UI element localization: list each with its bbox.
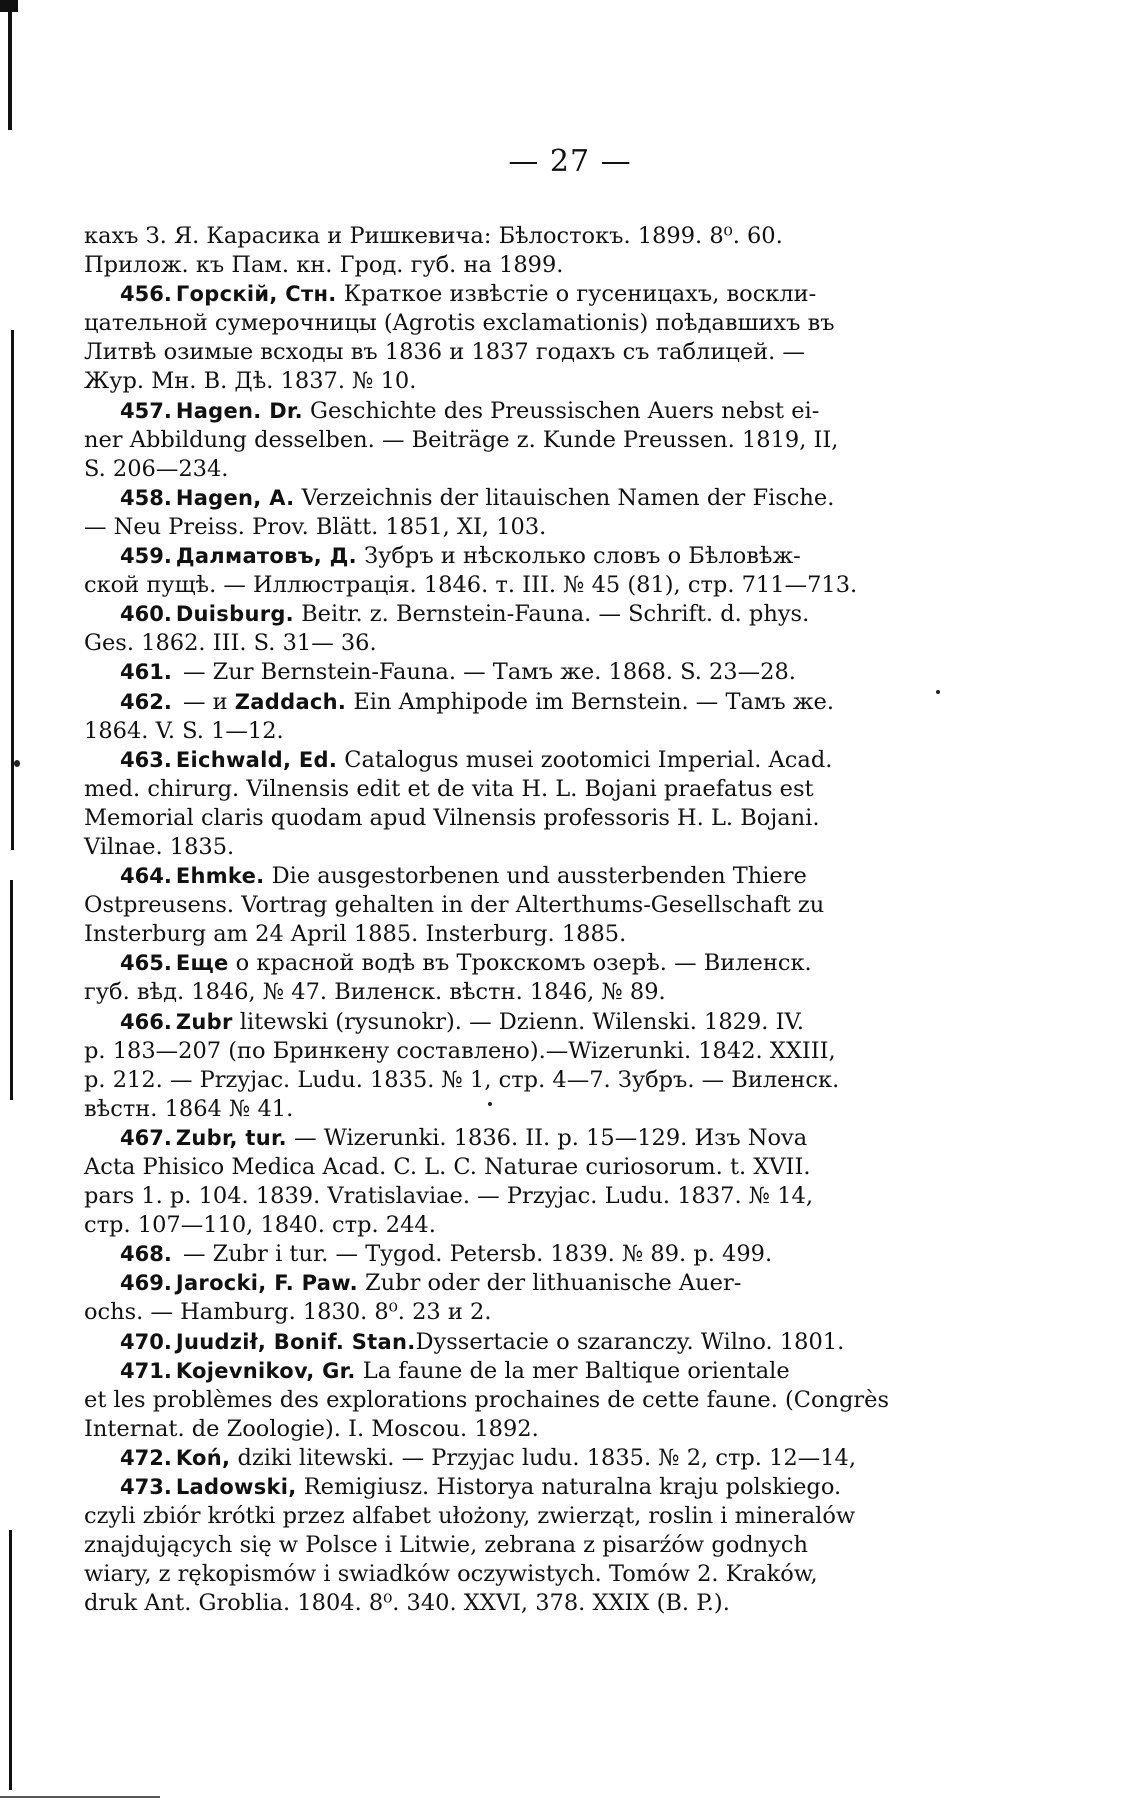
entry-text: Зубръ и нѣсколько словъ о Бѣловѣж- (356, 543, 801, 570)
entry-number: 465. (120, 951, 172, 976)
entry-author: Juudził, Bonif. Stan. (175, 1329, 416, 1354)
scan-edge-left (11, 330, 14, 850)
print-speck (488, 1102, 492, 1106)
entry-text: wiary, z rękopismów i swiadków oczywistych. Tomów 2. Kraków, (84, 1561, 818, 1588)
text-line (84, 1444, 924, 1473)
entry-number: 470. (120, 1329, 172, 1354)
entry-author: Горскій, Стн. (175, 282, 337, 307)
entry-number: 457. (120, 398, 172, 423)
entry-text: Catalogus musei zootomici Imperial. Acad. (337, 746, 833, 773)
entry-text: med. chirurg. Vilnensis edit et de vita H. L. Bojani praefatus est (84, 775, 814, 802)
entry-number: 460. (120, 602, 172, 627)
entry-text: Beitr. z. Bernstein-Fauna. — Schrift. d. phys. (293, 601, 810, 628)
text-line (84, 542, 924, 571)
text-line (84, 717, 924, 746)
entry-number: 456. (120, 282, 172, 307)
entry-text: Memorial claris quodam apud Vilnensis professoris H. L. Bojani. (84, 804, 820, 831)
text-line (84, 1531, 924, 1560)
text-line (84, 222, 924, 251)
entry-text: druk Ant. Groblia. 1804. 8⁰. 340. XXVI, 378. XXIX (B. P.). (84, 1590, 730, 1617)
text-line (84, 309, 924, 338)
entry-number: 467. (120, 1125, 172, 1150)
text-line (84, 804, 924, 833)
text-line (84, 1589, 924, 1618)
text-line (84, 949, 924, 978)
entry-text: — Zubr i tur. — Tygod. Petersb. 1839. № 89. p. 499. (175, 1241, 773, 1268)
entry-author: Еще (175, 951, 229, 976)
entry-author: Kojevnikov, Gr. (175, 1358, 356, 1383)
text-line (84, 1095, 924, 1124)
entry-text: znajdujących się w Polsce i Litwie, zebrana z pisarźów godnych (84, 1532, 808, 1559)
entry-text: вѣстн. 1864 № 41. (84, 1095, 294, 1122)
text-line (84, 746, 924, 775)
entry-text: Ostpreusens. Vortrag gehalten in der Alterthums-Gesellschaft zu (84, 892, 825, 919)
text-line (84, 1298, 924, 1327)
text-line (84, 1357, 924, 1386)
entry-author: Zubr (175, 1009, 233, 1034)
entry-number: 466. (120, 1009, 172, 1034)
entry-text: litewski (rysunokr). — Dzienn. Wilenski. 1829. IV. (232, 1008, 804, 1035)
entry-author: Ehmke. (175, 864, 265, 889)
entry-text: Geschichte des Preussischen Auers nebst ei- (302, 397, 820, 424)
text-line (84, 600, 924, 629)
entry-text: — и (175, 688, 235, 715)
text-line (84, 1008, 924, 1037)
entry-author: Zaddach. (234, 689, 347, 714)
entry-text: кахъ З. Я. Карасика и Ришкевича: Бѣлостокъ. 1899. 8⁰. 60. (84, 223, 783, 249)
entry-text: Vilnae. 1835. (84, 833, 235, 860)
entry-text: Прилож. къ Пам. кн. Грод. губ. на 1899. (84, 252, 564, 279)
scan-edge-left (10, 880, 13, 1100)
entry-author: Koń, (175, 1445, 231, 1470)
entry-text: Verzeichnis der litauischen Namen der Fische. (294, 484, 835, 511)
scan-edge-left (9, 1530, 12, 1790)
entry-text: — Neu Preiss. Prov. Blätt. 1851, XI, 103. (84, 513, 547, 540)
text-line (84, 1211, 924, 1240)
text-line (84, 1386, 924, 1415)
text-line (84, 397, 924, 426)
entry-text: Acta Phisico Medica Acad. C. L. C. Naturae curiosorum. t. XVII. (84, 1154, 811, 1180)
text-line (84, 1240, 924, 1269)
entry-text: p. 183—207 (по Бринкену составлено).—Wizerunki. 1842. XXIII, (84, 1037, 836, 1064)
entry-author: Jarocki, F. Paw. (175, 1271, 358, 1296)
entry-text: pars 1. p. 104. 1839. Vratislaviae. — Przyjac. Ludu. 1837. № 14, (84, 1183, 813, 1210)
text-line (84, 1037, 924, 1066)
text-line (84, 1560, 924, 1589)
text-line (84, 1415, 924, 1444)
entry-number: 464. (120, 864, 172, 889)
entry-number: 471. (120, 1358, 172, 1383)
text-line (84, 1473, 924, 1502)
text-line (84, 426, 924, 455)
entry-author: Duisburg. (175, 602, 294, 627)
entry-text: czyli zbiór krótki przez alfabet ułożony, zwierząt, roslin i mineralów (84, 1503, 856, 1530)
entry-author: Ladowski, (175, 1475, 297, 1500)
text-line (84, 1269, 924, 1298)
text-line (84, 833, 924, 862)
entry-text: Краткое извѣстіе о гусеницахъ, воскли- (336, 281, 817, 308)
text-line (84, 862, 924, 891)
entry-text: цательной сумерочницы (Agrotis exclamationis) поѣдавшихъ въ (84, 310, 835, 337)
text-line (84, 978, 924, 1007)
text-line (84, 629, 924, 658)
text-line (84, 280, 924, 309)
entry-text: Internat. de Zoologie). I. Moscou. 1892. (84, 1415, 539, 1442)
entry-number: 463. (120, 747, 172, 772)
entry-number: 461. (120, 660, 172, 685)
entry-number: 472. (120, 1445, 172, 1470)
text-line (84, 338, 924, 367)
entry-text: Ein Amphipode im Bernstein. — Тамъ же. (346, 688, 834, 715)
entry-text: Жур. Мн. В. Дѣ. 1837. № 10. (84, 368, 417, 395)
entry-text: Remigiusz. Historya naturalna kraju polskiego. (296, 1474, 842, 1501)
page-number: — 27 — (508, 144, 632, 179)
entry-text: Zubr oder der lithuanische Auer- (357, 1270, 742, 1297)
text-line (84, 775, 924, 804)
entry-text: Ges. 1862. III. S. 31— 36. (84, 630, 377, 657)
entry-author: Hagen. Dr. (175, 398, 303, 423)
scan-edge-left (8, 0, 12, 130)
text-line (84, 513, 924, 542)
text-line (84, 688, 924, 717)
entry-text: губ. вѣд. 1846, № 47. Виленск. вѣстн. 1846, № 89. (84, 979, 666, 1006)
entry-author: Далматовъ, Д. (175, 544, 357, 569)
entry-text: S. 206—234. (84, 455, 229, 482)
entry-text: dziki litewski. — Przyjac ludu. 1835. № 2, стр. 12—14, (230, 1444, 857, 1471)
entry-number: 459. (120, 544, 172, 569)
bibliography-text (84, 222, 924, 1619)
entry-number: 462. (120, 689, 172, 714)
text-line (84, 920, 924, 949)
entry-text: — Zur Bernstein-Fauna. — Тамъ же. 1868. S. 23—28. (175, 659, 796, 686)
entry-text: стр. 107—110, 1840. стр. 244. (84, 1212, 436, 1239)
text-line (84, 571, 924, 600)
text-line (84, 484, 924, 513)
text-line (84, 658, 924, 687)
entry-text: — Wizerunki. 1836. II. p. 15—129. Изъ Nova (286, 1124, 808, 1151)
text-line (84, 251, 924, 280)
entry-number: 458. (120, 485, 172, 510)
entry-author: Eichwald, Ed. (175, 747, 338, 772)
entry-number: 469. (120, 1271, 172, 1296)
entry-text: La faune de la mer Baltique orientale (355, 1357, 790, 1384)
text-line (84, 1124, 924, 1153)
entry-text: et les problèmes des explorations prochaines de cette faune. (Congrès (84, 1386, 890, 1413)
entry-text: Die ausgestorbenen und aussterbenden Thiere (264, 863, 807, 890)
entry-text: о красной водѣ въ Трокскомъ озерѣ. — Виленск. (228, 950, 812, 977)
text-line (84, 367, 924, 396)
entry-text: Dyssertacie o szaranczy. Wilno. 1801. (415, 1328, 845, 1355)
print-speck (936, 690, 940, 694)
entry-author: Zubr, tur. (175, 1125, 287, 1150)
scan-edge-bottom (0, 1796, 160, 1798)
entry-text: ochs. — Hamburg. 1830. 8⁰. 23 и 2. (84, 1299, 492, 1326)
entry-text: 1864. V. S. 1—12. (84, 717, 284, 744)
entry-number: 473. (120, 1475, 172, 1500)
text-line (84, 1182, 924, 1211)
entry-number: 468. (120, 1242, 172, 1267)
text-line (84, 1066, 924, 1095)
entry-text: ской пущѣ. — Иллюстрація. 1846. т. III. № 45 (81), стр. 711—713. (84, 572, 858, 599)
text-line (84, 1153, 924, 1182)
entry-author: Hagen, A. (175, 485, 295, 510)
text-line (84, 891, 924, 920)
entry-text: Литвѣ озимые всходы въ 1836 и 1837 годахъ съ таблицей. — (84, 339, 805, 366)
text-line (84, 1328, 924, 1357)
entry-text: ner Abbildung desselben. — Beiträge z. Kunde Preussen. 1819, II, (84, 426, 839, 453)
text-line (84, 455, 924, 484)
entry-text: Insterburg am 24 April 1885. Insterburg. 1885. (84, 921, 627, 948)
print-speck (14, 760, 20, 767)
text-line (84, 1502, 924, 1531)
entry-text: p. 212. — Przyjac. Ludu. 1835. № 1, стр. 4—7. Зубръ. — Виленск. (84, 1066, 840, 1093)
